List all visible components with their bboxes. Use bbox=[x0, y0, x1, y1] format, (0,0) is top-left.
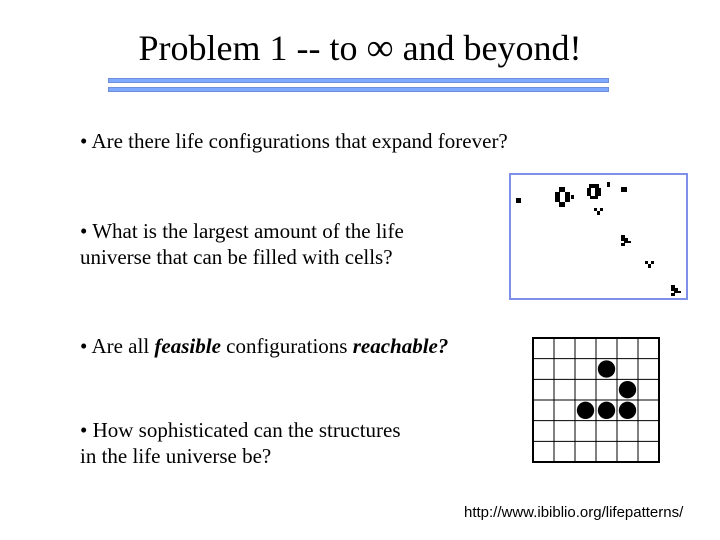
bullet-text: configurations bbox=[220, 334, 353, 358]
live-cell bbox=[598, 402, 615, 419]
bullet-feasible-reachable bbox=[80, 333, 448, 359]
bullet-text: • Are all bbox=[80, 334, 155, 358]
source-url[interactable]: http://www.ibiblio.org/lifepatterns/ bbox=[464, 504, 684, 521]
bullet-sophisticated bbox=[80, 417, 401, 469]
infinity-symbol: ∞ bbox=[366, 27, 394, 69]
live-cell bbox=[619, 402, 636, 419]
title-text-before: Problem 1 -- to bbox=[138, 28, 358, 68]
life-universe-image bbox=[509, 173, 688, 300]
bullet-largest-amount bbox=[80, 218, 404, 270]
glider-grid-image bbox=[530, 335, 662, 465]
bullet-expand-forever bbox=[80, 128, 508, 154]
bullet-line: in the life universe be? bbox=[80, 444, 272, 468]
life-patterns-illustration bbox=[511, 175, 686, 298]
live-cell bbox=[598, 360, 615, 377]
emphasis-reachable: reachable? bbox=[352, 334, 449, 358]
glider-grid bbox=[530, 335, 662, 465]
live-cell bbox=[577, 402, 594, 419]
bullet-text: • Are there life configurations that expand forever? bbox=[80, 129, 508, 153]
slide-title bbox=[0, 28, 720, 68]
title-rule-bottom bbox=[108, 87, 609, 92]
bullet-line: • What is the largest amount of the life bbox=[80, 219, 404, 243]
emphasis-feasible: feasible bbox=[154, 334, 221, 358]
live-cell bbox=[619, 381, 636, 398]
title-rule-top bbox=[108, 78, 609, 83]
bullet-line: universe that can be filled with cells? bbox=[80, 245, 393, 269]
bullet-line: • How sophisticated can the structures bbox=[80, 418, 401, 442]
title-text-after: and beyond! bbox=[402, 28, 582, 68]
